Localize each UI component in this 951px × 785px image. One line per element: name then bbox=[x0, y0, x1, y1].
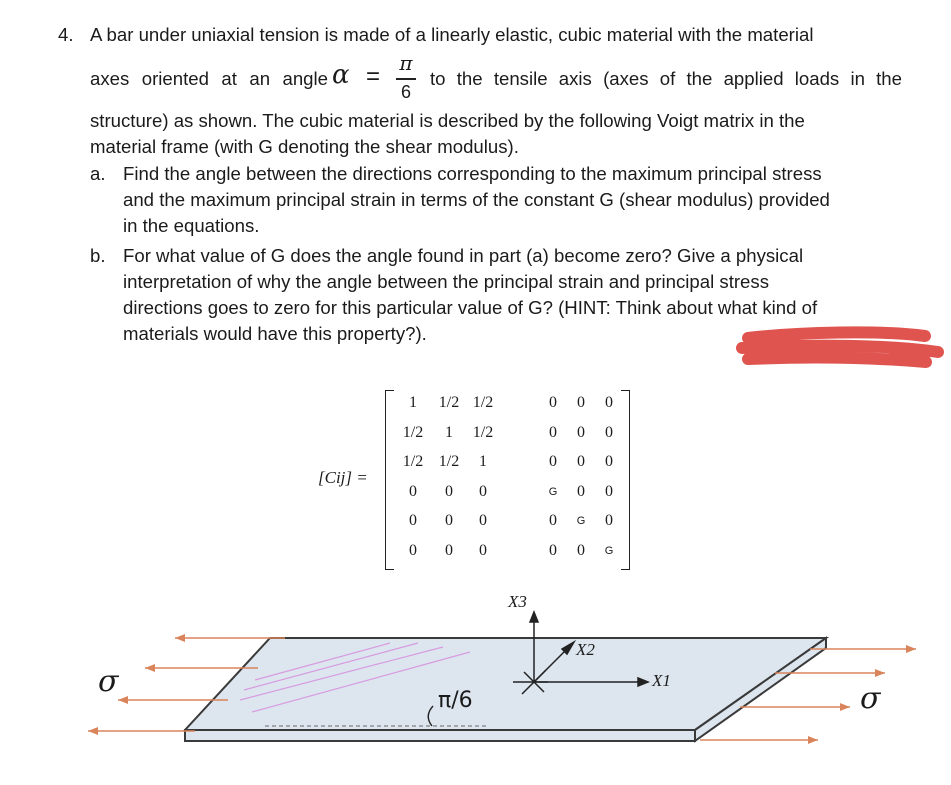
matrix-cell: 1/2 bbox=[438, 394, 460, 411]
matrix-cell: 1/2 bbox=[402, 453, 424, 470]
matrix-cell: 0 bbox=[549, 423, 557, 441]
matrix-cell: 0 bbox=[445, 482, 453, 500]
axis-x1-label: X1 bbox=[652, 671, 671, 690]
matrix-cell: 0 bbox=[577, 482, 585, 500]
fraction-denominator: 6 bbox=[400, 82, 411, 102]
word: loads bbox=[794, 68, 840, 89]
word: axes bbox=[90, 68, 130, 89]
matrix-cell: 1/2 bbox=[472, 394, 494, 411]
matrix-cell: 0 bbox=[577, 453, 585, 470]
matrix-cell: 1/2 bbox=[438, 453, 460, 470]
matrix-cell: 0 bbox=[549, 541, 557, 559]
plate-side bbox=[185, 730, 695, 741]
part-b-line: For what value of G does the angle found in part (a) become zero? Give a physical bbox=[123, 245, 804, 266]
part-a-line: Find the angle between the directions corresponding to the maximum principal stress bbox=[123, 163, 822, 184]
matrix-cell: 0 bbox=[549, 512, 557, 529]
matrix-cell: G bbox=[548, 485, 558, 498]
part-b-line: directions goes to zero for this particular value of G? (HINT: Think about what kind of bbox=[123, 297, 818, 318]
matrix-cell: 0 bbox=[549, 453, 557, 470]
word: at bbox=[221, 68, 237, 89]
word: to bbox=[430, 68, 446, 89]
matrix-cell: 1 bbox=[445, 423, 453, 441]
matrix-cell: 0 bbox=[577, 541, 585, 559]
matrix-cell: 0 bbox=[577, 394, 585, 411]
problem-line-4: material frame (with G denoting the shear modulus). bbox=[90, 136, 519, 157]
part-b-label: b. bbox=[90, 245, 106, 266]
word: (axes bbox=[603, 68, 649, 89]
part-b-line: materials would have this property?). bbox=[123, 323, 427, 344]
word: of bbox=[659, 68, 676, 89]
matrix-cell: 1 bbox=[409, 394, 417, 411]
matrix-cell: 0 bbox=[409, 512, 417, 529]
matrix-cell: 0 bbox=[445, 541, 453, 559]
part-a-line: in the equations. bbox=[123, 215, 260, 236]
matrix-cell: 0 bbox=[605, 482, 613, 500]
matrix-cell: 0 bbox=[549, 394, 557, 411]
problem-line-1: A bar under uniaxial tension is made of a linearly elastic, cubic material with the material bbox=[90, 24, 814, 45]
word: axis bbox=[558, 68, 592, 89]
word: the bbox=[686, 68, 713, 89]
word: applied bbox=[723, 68, 784, 89]
matrix-cell: 1/2 bbox=[402, 423, 424, 441]
axis-x2-label: X2 bbox=[576, 640, 595, 659]
word: in bbox=[850, 68, 865, 89]
matrix-cell: 0 bbox=[479, 541, 487, 559]
word: an bbox=[249, 68, 271, 89]
word: tensile bbox=[493, 68, 548, 89]
matrix-cell: 0 bbox=[479, 512, 487, 529]
matrix-cell: 0 bbox=[445, 512, 453, 529]
problem-line-3: structure) as shown. The cubic material is described by the following Voigt matrix in the bbox=[90, 110, 805, 131]
matrix-cell: 0 bbox=[409, 541, 417, 559]
word: the bbox=[876, 68, 902, 89]
word: angle bbox=[282, 68, 328, 89]
part-b-line: interpretation of why the angle between the principal strain and principal stress bbox=[123, 271, 769, 292]
alpha-symbol: α bbox=[332, 60, 350, 90]
word: oriented bbox=[141, 68, 209, 89]
matrix-cell: G bbox=[576, 515, 586, 527]
matrix-cell: 0 bbox=[605, 423, 613, 441]
problem-number: 4. bbox=[58, 24, 74, 45]
sigma-left: σ bbox=[98, 664, 119, 699]
axis-x3-label: X3 bbox=[508, 592, 527, 611]
matrix-cell: 0 bbox=[605, 394, 613, 411]
matrix-cell: 1/2 bbox=[472, 423, 494, 441]
matrix-cell: 1 bbox=[479, 453, 487, 470]
matrix-cell: 0 bbox=[577, 423, 585, 441]
part-a-label: a. bbox=[90, 163, 106, 184]
matrix-cell: 0 bbox=[605, 512, 613, 529]
part-a-line: and the maximum principal strain in terms of the constant G (shear modulus) provided bbox=[123, 189, 830, 210]
sigma-right: σ bbox=[860, 681, 881, 716]
equals-sign: = bbox=[366, 63, 381, 90]
matrix-cell: 0 bbox=[409, 482, 417, 500]
matrix-cell: 0 bbox=[605, 453, 613, 470]
matrix-cell: 0 bbox=[479, 482, 487, 500]
angle-label: π/6 bbox=[438, 688, 473, 713]
fraction-numerator: π bbox=[399, 51, 413, 75]
word: the bbox=[456, 68, 483, 89]
matrix-label: [Cij] = bbox=[318, 468, 368, 487]
matrix-cell: G bbox=[604, 544, 614, 557]
